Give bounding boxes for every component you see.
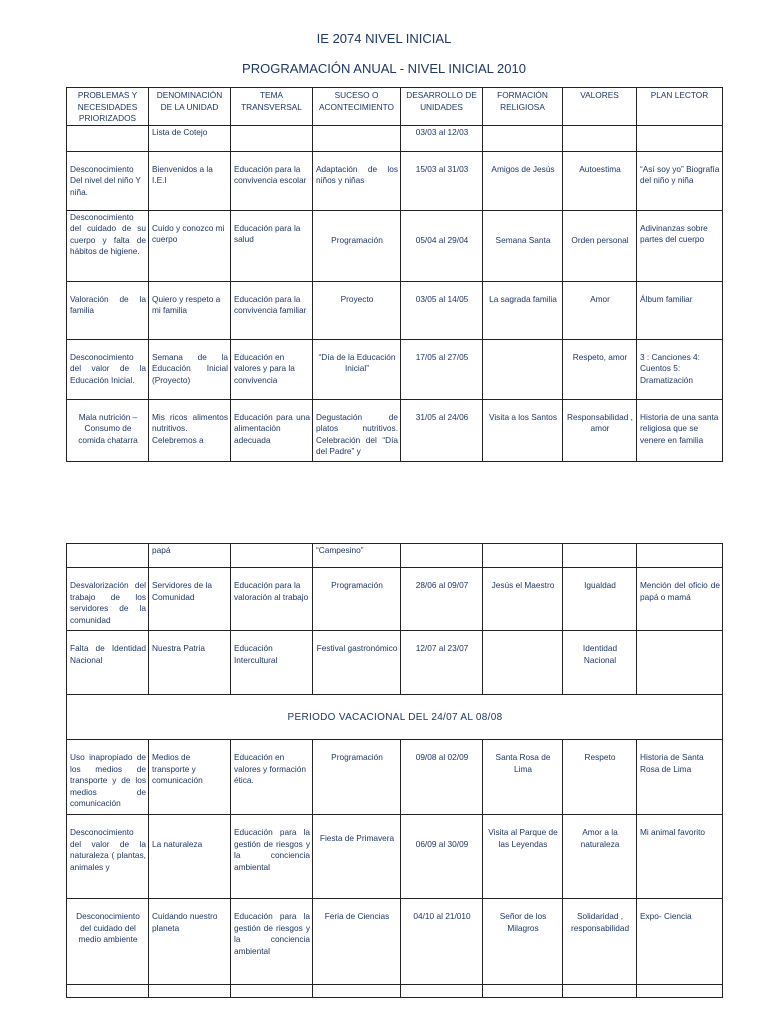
- cell-unidad: Semana de la Educación Inicial (Proyecto): [149, 339, 231, 399]
- cell-religiosa: [483, 631, 563, 695]
- cell-suceso: [313, 985, 401, 998]
- table-row: [67, 399, 723, 461]
- cell-plan-lector: [637, 544, 723, 568]
- cell-religiosa: La sagrada familia: [483, 281, 563, 339]
- cell-religiosa: [483, 544, 563, 568]
- programming-table-page1: [66, 87, 723, 462]
- cell-suceso: Festival gastronómico: [313, 631, 401, 695]
- cell-problema: [67, 985, 149, 998]
- cell-unidad: Cuido y conozco mi cuerpo: [149, 210, 231, 281]
- cell-religiosa: Santa Rosa de Lima: [483, 740, 563, 815]
- cell-fechas: 06/09 al 30/09: [401, 815, 483, 899]
- vacation-period-label: PERIODO VACACIONAL DEL 24/07 AL 08/08: [67, 695, 723, 740]
- cell-valores: Amor: [563, 281, 637, 339]
- table-row: [67, 544, 723, 568]
- cell-suceso: Proyecto: [313, 281, 401, 339]
- table-row: [67, 568, 723, 631]
- cell-problema: Desconocimiento del cuidado del medio ambiente: [67, 899, 149, 985]
- cell-unidad: Mis ricos alimentos nutritivos. Celebremos a: [149, 399, 231, 461]
- cell-suceso: “Campesino”: [313, 544, 401, 568]
- table-row: [67, 815, 723, 899]
- vacation-row: [67, 695, 723, 740]
- document-subtitle: PROGRAMACIÓN ANUAL - NIVEL INICIAL 2010: [242, 61, 526, 76]
- cell-religiosa: Señor de los Milagros: [483, 899, 563, 985]
- cell-unidad: Servidores de la Comunidad: [149, 568, 231, 631]
- cell-tema: Educación para la salud: [231, 210, 313, 281]
- cell-suceso: Programación: [313, 740, 401, 815]
- cell-religiosa: [483, 339, 563, 399]
- cell-unidad: [149, 985, 231, 998]
- cell-problema: [67, 125, 149, 151]
- cell-suceso: “Día de la Educación Inicial”: [313, 339, 401, 399]
- cell-tema: [231, 985, 313, 998]
- cell-fechas: 09/08 al 02/09: [401, 740, 483, 815]
- cell-problema: Desconocimiento del valor de la Educación Inicial.: [67, 339, 149, 399]
- cell-valores: Amor a la naturaleza: [563, 815, 637, 899]
- table-row: [67, 631, 723, 695]
- cell-problema: [67, 544, 149, 568]
- cell-unidad: Lista de Cotejo: [149, 125, 231, 151]
- cell-tema: Educación Intercultural: [231, 631, 313, 695]
- table-row: [67, 985, 723, 998]
- cell-religiosa: Semana Santa: [483, 210, 563, 281]
- programming-table-page2: [66, 543, 723, 998]
- cell-plan-lector: [637, 125, 723, 151]
- cell-suceso: Feria de Ciencias: [313, 899, 401, 985]
- cell-plan-lector: Expo- Ciencia: [637, 899, 723, 985]
- cell-problema: Mala nutrición – Consumo de comida chatarra: [67, 399, 149, 461]
- cell-valores: Autoestima: [563, 151, 637, 210]
- cell-valores: Respeto, amor: [563, 339, 637, 399]
- cell-tema: Educación en valores y para la convivencia: [231, 339, 313, 399]
- cell-suceso: Programación: [313, 210, 401, 281]
- table-row: [67, 210, 723, 281]
- table-row: [67, 899, 723, 985]
- cell-plan-lector: Adivinanzas sobre partes del cuerpo: [637, 210, 723, 281]
- header-desarrollo: DESARROLLO DE UNIDADES: [401, 88, 483, 126]
- header-plan-lector: PLAN LECTOR: [637, 88, 723, 126]
- cell-tema: Educación en valores y formación ética.: [231, 740, 313, 815]
- cell-problema: Desconocimiento del valor de la naturaleza ( plantas, animales y: [67, 815, 149, 899]
- cell-valores: [563, 544, 637, 568]
- cell-tema: Educación para la gestión de riesgos y la conciencia ambiental: [231, 899, 313, 985]
- cell-valores: Responsabilidad , amor: [563, 399, 637, 461]
- table-row: [67, 151, 723, 210]
- cell-tema: Educación para la gestión de riesgos y la conciencia ambiental: [231, 815, 313, 899]
- cell-tema: [231, 544, 313, 568]
- cell-religiosa: Visita al Parque de las Leyendas: [483, 815, 563, 899]
- cell-plan-lector: Álbum familiar: [637, 281, 723, 339]
- cell-unidad: La naturaleza: [149, 815, 231, 899]
- cell-religiosa: Amigos de Jesús: [483, 151, 563, 210]
- cell-plan-lector: [637, 631, 723, 695]
- cell-plan-lector: “Así soy yo” Biografía del niño y niña: [637, 151, 723, 210]
- document-title: IE 2074 NIVEL INICIAL: [316, 31, 452, 46]
- cell-problema: Desvalorización del trabajo de los servidores de la comunidad: [67, 568, 149, 631]
- cell-plan-lector: Mi animal favorito: [637, 815, 723, 899]
- cell-valores: Identidad Nacional: [563, 631, 637, 695]
- table-row: [67, 125, 723, 151]
- header-tema: TEMA TRANSVERSAL: [231, 88, 313, 126]
- cell-suceso: Fiesta de Primavera: [313, 815, 401, 899]
- cell-problema: Falta de Identidad Nacional: [67, 631, 149, 695]
- cell-suceso: Programación: [313, 568, 401, 631]
- cell-suceso: Adaptación de los niños y niñas: [313, 151, 401, 210]
- cell-unidad: Cuidando nuestro planeta: [149, 899, 231, 985]
- cell-unidad: Nuestra Patria: [149, 631, 231, 695]
- cell-fechas: 04/10 al 21/010: [401, 899, 483, 985]
- cell-fechas: 31/05 al 24/06: [401, 399, 483, 461]
- cell-fechas: 03/03 al 12/03: [401, 125, 483, 151]
- cell-religiosa: Visita a los Santos: [483, 399, 563, 461]
- cell-religiosa: Jesús el Maestro: [483, 568, 563, 631]
- cell-valores: Orden personal: [563, 210, 637, 281]
- cell-problema: Desconocimiento Del nivel del niño Y niña.: [67, 151, 149, 210]
- cell-fechas: 12/07 al 23/07: [401, 631, 483, 695]
- cell-plan-lector: 3 : Canciones 4: Cuentos 5: Dramatización: [637, 339, 723, 399]
- cell-plan-lector: Mención del oficio de papá o mamá: [637, 568, 723, 631]
- cell-tema: Educación para la valoración al trabajo: [231, 568, 313, 631]
- cell-religiosa: [483, 985, 563, 998]
- cell-tema: Educación para la convivencia familiar: [231, 281, 313, 339]
- cell-religiosa: [483, 125, 563, 151]
- header-valores: VALORES: [563, 88, 637, 126]
- cell-suceso: Degustación de platos nutritivos. Celebración del “Día del Padre” y: [313, 399, 401, 461]
- header-suceso: SUCESO O ACONTECIMIENTO: [313, 88, 401, 126]
- cell-fechas: 28/06 al 09/07: [401, 568, 483, 631]
- cell-plan-lector: Historia de Santa Rosa de Lima: [637, 740, 723, 815]
- cell-fechas: 03/05 al 14/05: [401, 281, 483, 339]
- cell-valores: Igualdad: [563, 568, 637, 631]
- cell-problema: Uso inapropiado de los medios de transporte y de los medios de comunicación: [67, 740, 149, 815]
- table-row: [67, 339, 723, 399]
- cell-plan-lector: [637, 985, 723, 998]
- cell-unidad: Bienvenidos a la I.E.I: [149, 151, 231, 210]
- cell-fechas: [401, 544, 483, 568]
- cell-valores: Solidaridad , responsabilidad: [563, 899, 637, 985]
- cell-fechas: 15/03 al 31/03: [401, 151, 483, 210]
- header-denominacion: DENOMINACIÓN DE LA UNIDAD: [149, 88, 231, 126]
- cell-suceso: [313, 125, 401, 151]
- table-row: [67, 281, 723, 339]
- cell-fechas: [401, 985, 483, 998]
- cell-plan-lector: Historia de una santa religiosa que se venere en familia: [637, 399, 723, 461]
- cell-problema: Desconocimiento del cuidado de su cuerpo y falta de hábitos de higiene.: [67, 210, 149, 281]
- table-header-row: [67, 88, 723, 126]
- cell-valores: Respeto: [563, 740, 637, 815]
- cell-unidad: Quiero y respeto a mi familia: [149, 281, 231, 339]
- cell-fechas: 05/04 al 29/04: [401, 210, 483, 281]
- cell-tema: [231, 125, 313, 151]
- header-formacion: FORMACIÓN RELIGIOSA: [483, 88, 563, 126]
- cell-valores: [563, 125, 637, 151]
- cell-problema: Valoración de la familia: [67, 281, 149, 339]
- cell-unidad: papá: [149, 544, 231, 568]
- cell-unidad: Medios de transporte y comunicación: [149, 740, 231, 815]
- cell-fechas: 17/05 al 27/05: [401, 339, 483, 399]
- cell-valores: [563, 985, 637, 998]
- header-problemas: PROBLEMAS Y NECESIDADES PRIORIZADOS: [67, 88, 149, 126]
- cell-tema: Educación para la convivencia escolar: [231, 151, 313, 210]
- table-row: [67, 740, 723, 815]
- cell-tema: Educación para una alimentación adecuada: [231, 399, 313, 461]
